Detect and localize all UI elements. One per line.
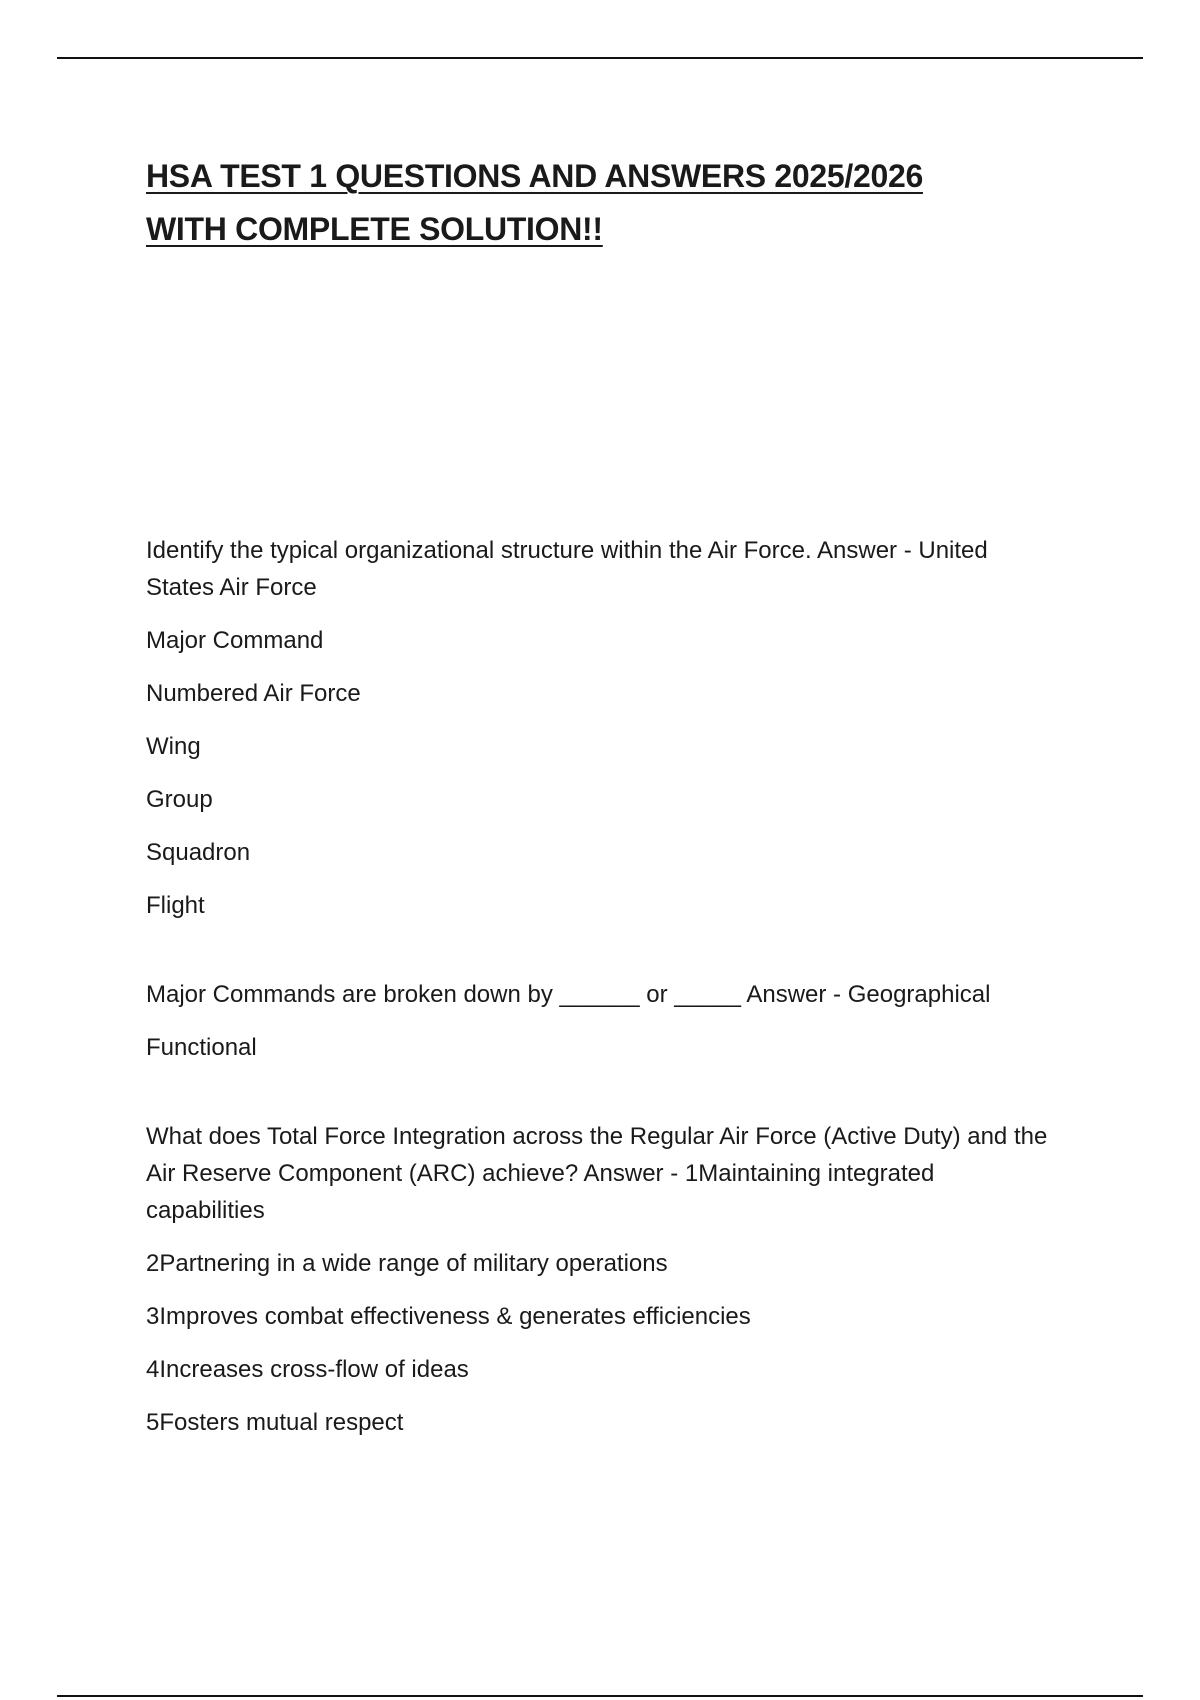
qa-list bbox=[146, 532, 1056, 1493]
answer-line: 2Partnering in a wide range of military operations bbox=[146, 1250, 668, 1277]
document-title bbox=[146, 150, 1056, 256]
bottom-divider bbox=[57, 1695, 1143, 1697]
answer-line: 3Improves combat effectiveness & generates efficiencies bbox=[146, 1303, 751, 1330]
answer-line: Flight bbox=[146, 892, 205, 919]
answer-line: 4Increases cross-flow of ideas bbox=[146, 1356, 469, 1383]
question-3: What does Total Force Integration across the Regular Air Force (Active Duty) and the Air Reserve Component (ARC) achieve? Answer - 1Maintaining integrated capabilities bbox=[146, 1123, 1048, 1224]
answer-line: 5Fosters mutual respect bbox=[146, 1409, 404, 1436]
answer-line: Numbered Air Force bbox=[146, 680, 361, 707]
answer-line: Functional bbox=[146, 1034, 257, 1061]
document-header bbox=[146, 150, 1056, 256]
answer-line: Major Command bbox=[146, 627, 324, 654]
qa-block-1 bbox=[146, 532, 1056, 924]
question-1: Identify the typical organizational structure within the Air Force. Answer - United States Air Force bbox=[146, 537, 988, 601]
title-line-2: WITH COMPLETE SOLUTION!! bbox=[146, 211, 603, 247]
qa-block-3 bbox=[146, 1118, 1056, 1441]
answer-line: Group bbox=[146, 786, 213, 813]
answer-line: Wing bbox=[146, 733, 201, 760]
qa-block-2 bbox=[146, 976, 1056, 1066]
title-line-1: HSA TEST 1 QUESTIONS AND ANSWERS 2025/2026 bbox=[146, 158, 923, 194]
question-2: Major Commands are broken down by ______ or _____ Answer - Geographical bbox=[146, 981, 991, 1008]
answer-line: Squadron bbox=[146, 839, 251, 866]
top-divider bbox=[57, 57, 1143, 59]
